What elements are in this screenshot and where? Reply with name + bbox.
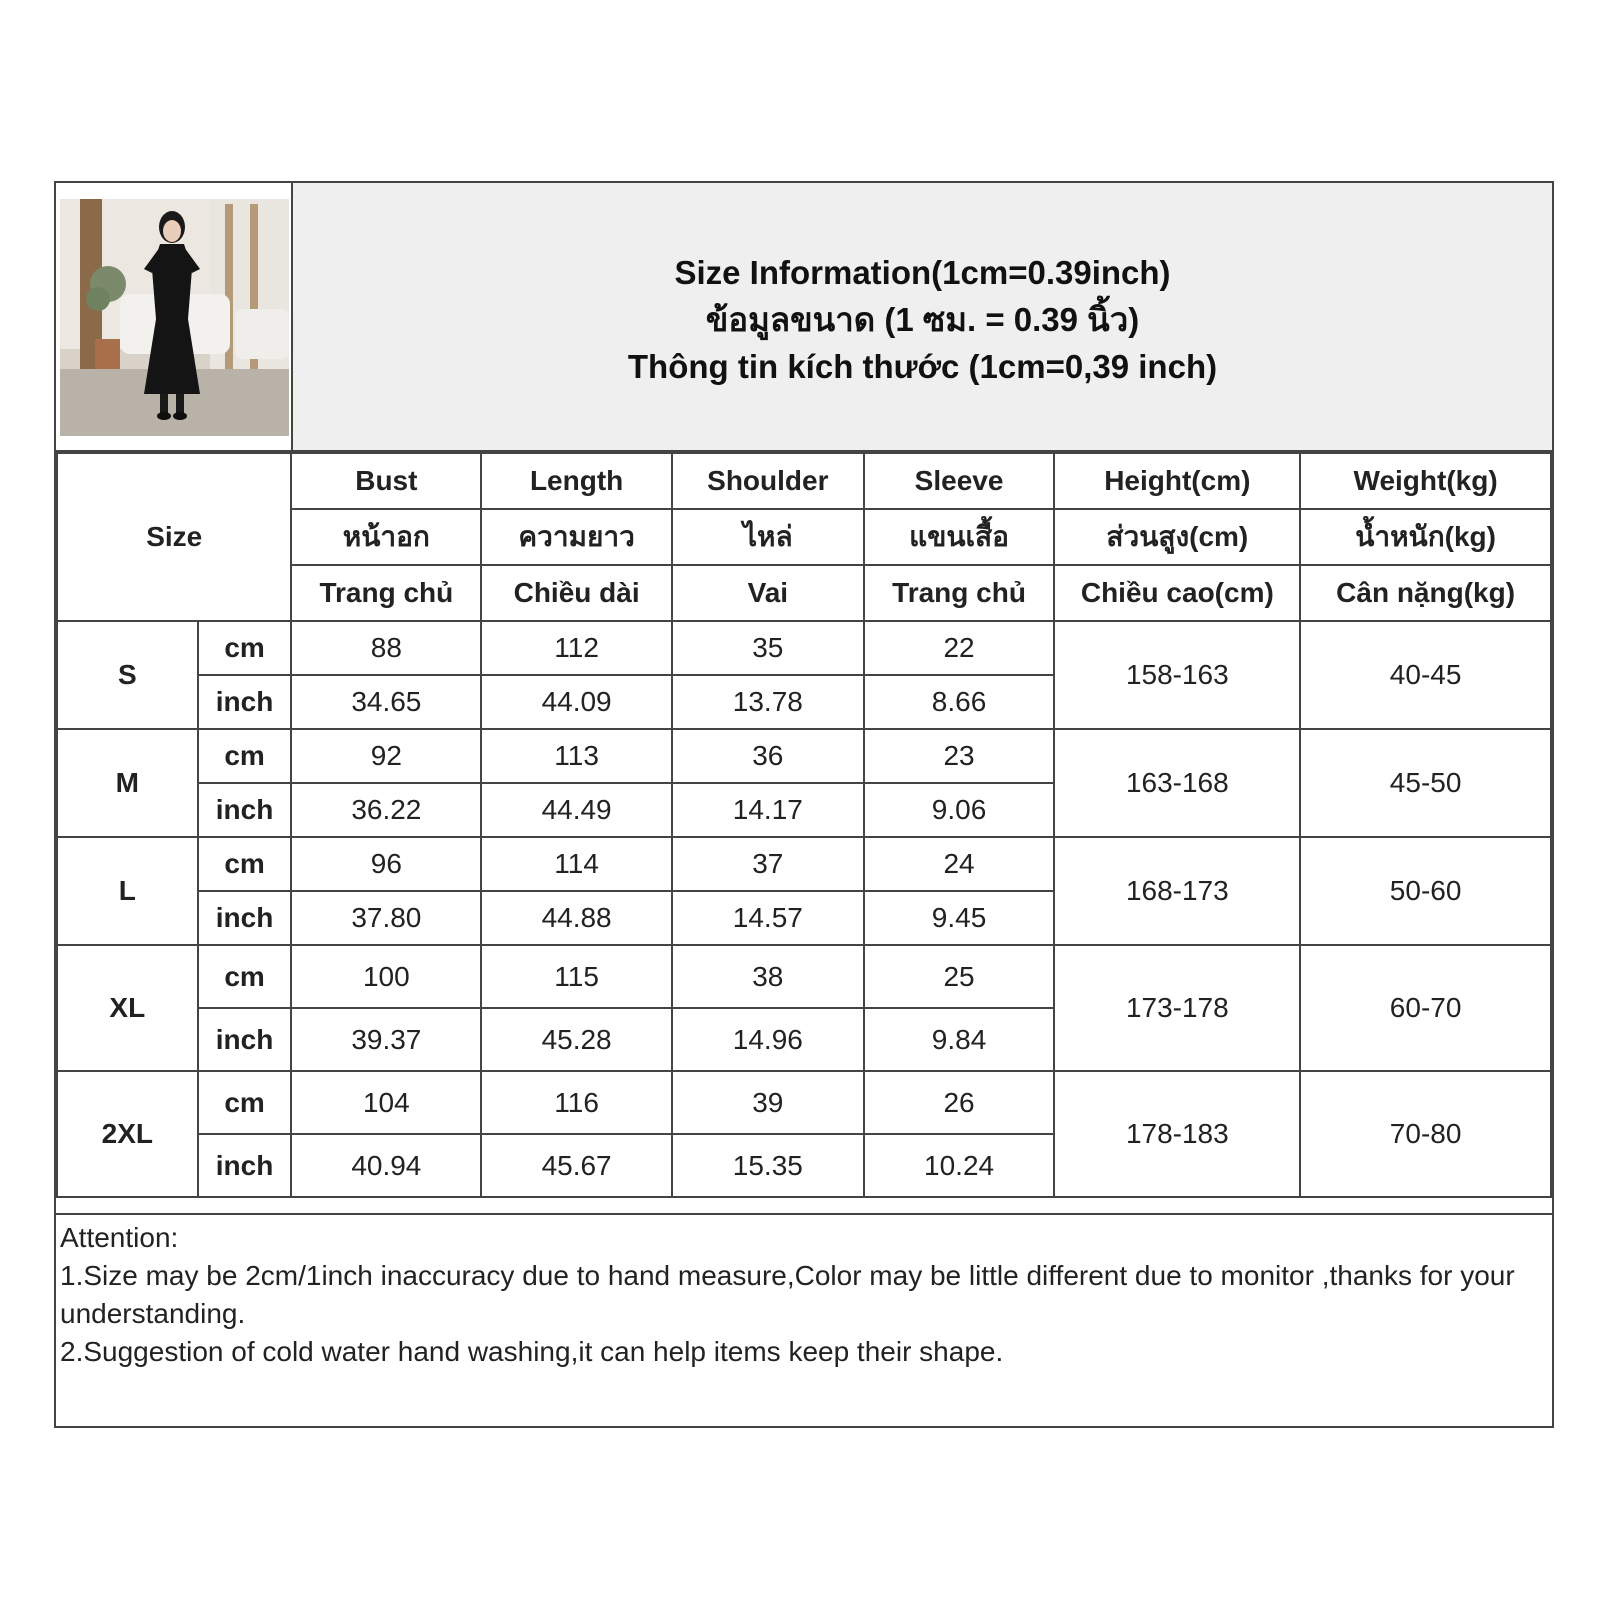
measurement-cell: 116 bbox=[481, 1071, 672, 1134]
measurement-cell: 39 bbox=[672, 1071, 864, 1134]
measurement-cell: 45.28 bbox=[481, 1008, 672, 1071]
size-label: L bbox=[57, 837, 198, 945]
unit-label: inch bbox=[198, 891, 292, 945]
measurement-cell: 38 bbox=[672, 945, 864, 1008]
measurement-cell: 37 bbox=[672, 837, 864, 891]
size-label: S bbox=[57, 621, 198, 729]
unit-label: cm bbox=[198, 1071, 292, 1134]
height-range-cell: 158-163 bbox=[1054, 621, 1300, 729]
measurement-cell: 36.22 bbox=[291, 783, 481, 837]
weight-range-cell: 45-50 bbox=[1300, 729, 1551, 837]
measurement-cell: 114 bbox=[481, 837, 672, 891]
unit-label: inch bbox=[198, 1134, 292, 1197]
height-range-cell: 178-183 bbox=[1054, 1071, 1300, 1197]
column-header-th: แขนเสื้อ bbox=[864, 509, 1055, 565]
size-info-title bbox=[293, 183, 1552, 452]
column-header-en: Sleeve bbox=[864, 453, 1055, 509]
unit-label: inch bbox=[198, 675, 292, 729]
weight-range-cell: 60-70 bbox=[1300, 945, 1551, 1071]
column-header-vi: Vai bbox=[672, 565, 864, 621]
measurement-cell: 44.49 bbox=[481, 783, 672, 837]
unit-label: cm bbox=[198, 621, 292, 675]
column-header-en: Length bbox=[481, 453, 672, 509]
measurement-cell: 34.65 bbox=[291, 675, 481, 729]
measurement-cell: 35 bbox=[672, 621, 864, 675]
measurement-cell: 44.09 bbox=[481, 675, 672, 729]
measurement-cell: 9.06 bbox=[864, 783, 1055, 837]
unit-label: inch bbox=[198, 1008, 292, 1071]
column-header-en: Height(cm) bbox=[1054, 453, 1300, 509]
measurement-cell: 40.94 bbox=[291, 1134, 481, 1197]
height-range-cell: 173-178 bbox=[1054, 945, 1300, 1071]
height-range-cell: 163-168 bbox=[1054, 729, 1300, 837]
measurement-cell: 15.35 bbox=[672, 1134, 864, 1197]
measurement-cell: 96 bbox=[291, 837, 481, 891]
unit-label: inch bbox=[198, 783, 292, 837]
column-header-vi: Trang chủ bbox=[864, 565, 1055, 621]
unit-label: cm bbox=[198, 837, 292, 891]
column-header-vi: Cân nặng(kg) bbox=[1300, 565, 1551, 621]
unit-label: cm bbox=[198, 729, 292, 783]
column-header-en: Bust bbox=[291, 453, 481, 509]
measurement-cell: 44.88 bbox=[481, 891, 672, 945]
measurement-cell: 88 bbox=[291, 621, 481, 675]
size-chart bbox=[54, 181, 1554, 1428]
measurement-cell: 14.96 bbox=[672, 1008, 864, 1071]
title-english: Size Information(1cm=0.39inch) bbox=[674, 254, 1171, 291]
measurement-cell: 115 bbox=[481, 945, 672, 1008]
weight-range-cell: 50-60 bbox=[1300, 837, 1551, 945]
measurement-cell: 113 bbox=[481, 729, 672, 783]
measurement-cell: 112 bbox=[481, 621, 672, 675]
notes-heading: Attention: bbox=[60, 1222, 179, 1253]
column-header-th: ความยาว bbox=[481, 509, 672, 565]
measurement-cell: 37.80 bbox=[291, 891, 481, 945]
measurement-cell: 22 bbox=[864, 621, 1055, 675]
measurement-cell: 92 bbox=[291, 729, 481, 783]
column-header-en: Shoulder bbox=[672, 453, 864, 509]
measurement-cell: 8.66 bbox=[864, 675, 1055, 729]
height-range-cell: 168-173 bbox=[1054, 837, 1300, 945]
unit-label: cm bbox=[198, 945, 292, 1008]
title-thai: ข้อมูลขนาด (1 ซม. = 0.39 นิ้ว) bbox=[705, 301, 1140, 338]
size-label: 2XL bbox=[57, 1071, 198, 1197]
measurement-cell: 100 bbox=[291, 945, 481, 1008]
weight-range-cell: 40-45 bbox=[1300, 621, 1551, 729]
model-photo-image bbox=[60, 199, 289, 436]
column-header-vi: Chiều dài bbox=[481, 565, 672, 621]
measurement-cell: 13.78 bbox=[672, 675, 864, 729]
size-label: XL bbox=[57, 945, 198, 1071]
column-header-th: ส่วนสูง(cm) bbox=[1054, 509, 1300, 565]
attention-notes bbox=[56, 1213, 1552, 1426]
size-label: M bbox=[57, 729, 198, 837]
measurement-cell: 9.84 bbox=[864, 1008, 1055, 1071]
column-header-th: ไหล่ bbox=[672, 509, 864, 565]
column-header-th: หน้าอก bbox=[291, 509, 481, 565]
measurement-cell: 23 bbox=[864, 729, 1055, 783]
weight-range-cell: 70-80 bbox=[1300, 1071, 1551, 1197]
size-header: Size bbox=[57, 453, 291, 621]
column-header-vi: Chiều cao(cm) bbox=[1054, 565, 1300, 621]
measurement-cell: 14.17 bbox=[672, 783, 864, 837]
measurement-cell: 24 bbox=[864, 837, 1055, 891]
column-header-th: น้ำหนัก(kg) bbox=[1300, 509, 1551, 565]
column-header-en: Weight(kg) bbox=[1300, 453, 1551, 509]
measurement-cell: 9.45 bbox=[864, 891, 1055, 945]
measurement-cell: 10.24 bbox=[864, 1134, 1055, 1197]
measurement-cell: 36 bbox=[672, 729, 864, 783]
measurement-cell: 26 bbox=[864, 1071, 1055, 1134]
column-header-vi: Trang chủ bbox=[291, 565, 481, 621]
measurement-cell: 25 bbox=[864, 945, 1055, 1008]
size-table bbox=[56, 452, 1552, 1198]
measurement-cell: 45.67 bbox=[481, 1134, 672, 1197]
note-line-2: 2.Suggestion of cold water hand washing,it can help items keep their shape. bbox=[60, 1336, 1004, 1367]
measurement-cell: 104 bbox=[291, 1071, 481, 1134]
measurement-cell: 39.37 bbox=[291, 1008, 481, 1071]
product-photo bbox=[56, 183, 293, 452]
title-vietnamese: Thông tin kích thước (1cm=0,39 inch) bbox=[627, 348, 1218, 385]
note-line-1: 1.Size may be 2cm/1inch inaccuracy due to hand measure,Color may be little different due to monitor ,thanks for your understanding. bbox=[60, 1260, 1515, 1329]
measurement-cell: 14.57 bbox=[672, 891, 864, 945]
